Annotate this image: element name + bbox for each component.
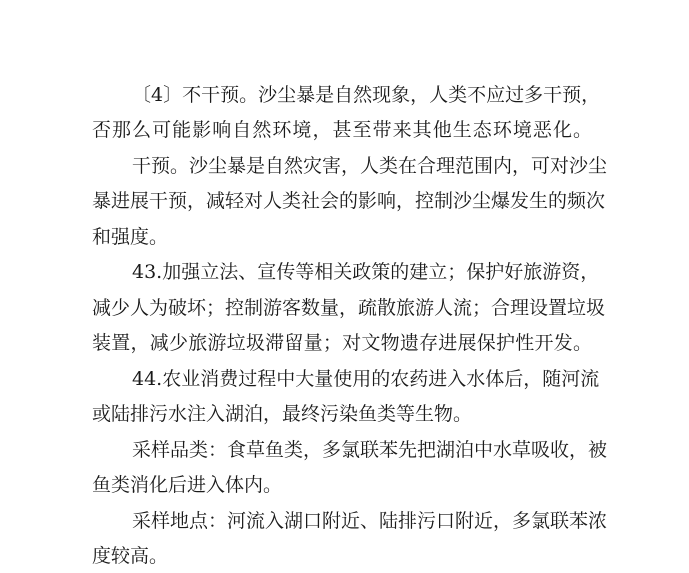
paragraph-line: 采样品类：食草鱼类，多氯联苯先把湖泊中水草吸收，被 xyxy=(132,439,608,461)
paragraph-line: 〔4〕不干预。沙尘暴是自然现象，人类不应过多干预， xyxy=(132,84,601,106)
paragraph-line: 鱼类消化后进入体内。 xyxy=(92,474,283,496)
paragraph-line: 或陆排污水注入湖泊，最终污染鱼类等生物。 xyxy=(92,403,473,425)
paragraph-line: 暴进展干预，减轻对人类社会的影响，控制沙尘爆发生的频次 xyxy=(92,190,606,212)
paragraph-line: 度较高。 xyxy=(92,545,169,567)
paragraph-line: 43.加强立法、宣传等相关政策的建立；保护好旅游资， xyxy=(132,261,600,283)
paragraph-line: 采样地点：河流入湖口附近、陆排污口附近，多氯联苯浓 xyxy=(132,510,608,532)
paragraph-line: 装置，减少旅游垃圾滞留量；对文物遗存进展保护性开发。 xyxy=(92,332,592,354)
paragraph-line: 否那么可能影响自然环境，甚至带来其他生态环境恶化。 xyxy=(92,119,592,141)
paragraph-line: 和强度。 xyxy=(92,226,169,248)
paragraph-line: 干预。沙尘暴是自然灾害，人类在合理范围内，可对沙尘 xyxy=(132,155,608,177)
paragraph-line: 44.农业消费过程中大量使用的农药进入水体后，随河流 xyxy=(132,368,600,390)
paragraph-line: 减少人为破坏；控制游客数量，疏散旅游人流；合理设置垃圾 xyxy=(92,297,606,319)
